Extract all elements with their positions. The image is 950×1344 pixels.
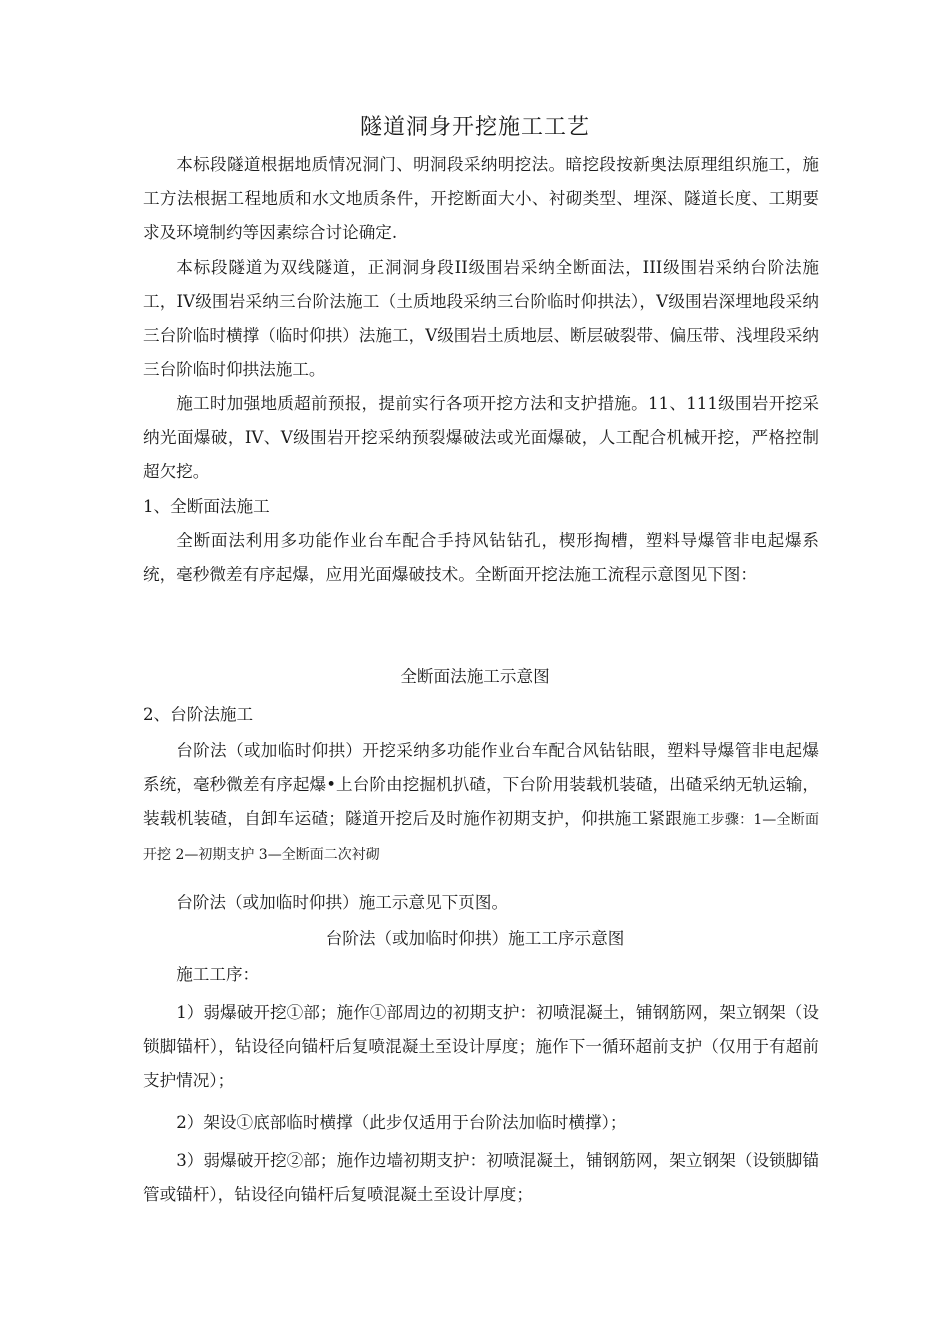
paragraph-step-1: 1）弱爆破开挖①部；施作①部周边的初期支护：初喷混凝土，铺钢筋网，架立钢架（设锁脚锚杆），钻设径向锚杆后复喷混凝土至设计厚度；施作下一循环超前支护（仅用于有超前支护情况）； [143, 1003, 819, 1090]
section-heading-full-face: 1、全断面法施工 [143, 497, 270, 516]
paragraph-intro: 本标段隧道根据地质情况洞门、明洞段采纳明挖法。暗挖段按新奥法原理组织施工，施工方法根据工程地质和水文地质条件，开挖断面大小、衬砌类型、埋深、隧道长度、工期要求及环境制约等因素综合讨论确定. [143, 155, 819, 242]
paragraph-bench [143, 734, 819, 872]
paragraph-step-3: 3）弱爆破开挖②部；施作边墙初期支护：初喷混凝土，铺钢筋网，架立钢架（设锁脚锚管或锚杆），钻设径向锚杆后复喷混凝土至设计厚度； [143, 1151, 819, 1204]
paragraph-bench-text: 台阶法（或加临时仰拱）开挖采纳多功能作业台车配合风钻钻眼，塑料导爆管非电起爆系统，毫秒微差有序起爆•上台阶由挖掘机扒碴，下台阶用装载机装碴，出碴采纳无轨运输，装载机装碴，自卸车运碴；隧道开挖后及时施作初期支护，仰拱施工紧跟 [143, 741, 819, 828]
document-title: 隧道洞身开挖施工工艺 [359, 115, 590, 140]
construction-steps-note: 施工步骤：1—全断面开挖 2—初期支护 3—全断面二次衬砌 [143, 812, 819, 863]
paragraph-step-2: 2）架设①底部临时横撑（此步仅适用于台阶法加临时横撑）； [176, 1113, 627, 1132]
paragraph-full-face: 全断面法利用多功能作业台车配合手持风钻钻孔，楔形掏槽，塑料导爆管非电起爆系统，毫秒微差有序起爆，应用光面爆破技术。全断面开挖法施工流程示意图见下图： [143, 531, 819, 584]
paragraph-blasting: 施工时加强地质超前预报，提前实行各项开挖方法和支护措施。11、111级围岩开挖采纳光面爆破，IV、V级围岩开挖采纳预裂爆破法或光面爆破，人工配合机械开挖，严格控制超欠挖。 [143, 394, 819, 481]
paragraph-process-label: 施工工序： [176, 965, 260, 984]
paragraph-bench-ref: 台阶法（或加临时仰拱）施工示意见下页图。 [176, 893, 509, 912]
figure-caption-full-face: 全断面法施工示意图 [400, 667, 550, 686]
paragraph-methods: 本标段隧道为双线隧道，正洞洞身段II级围岩采纳全断面法，III级围岩采纳台阶法施工，IV级围岩采纳三台阶法施工（土质地段采纳三台阶临时仰拱法），V级围岩深埋地段采纳三台阶临时横撑（临时仰拱）法施工，V级围岩土质地层、断层破裂带、偏压带、浅埋段采纳三台阶临时仰拱法施工。 [143, 258, 819, 379]
figure-caption-bench: 台阶法（或加临时仰拱）施工工序示意图 [325, 929, 625, 948]
section-heading-bench: 2、台阶法施工 [143, 705, 254, 724]
